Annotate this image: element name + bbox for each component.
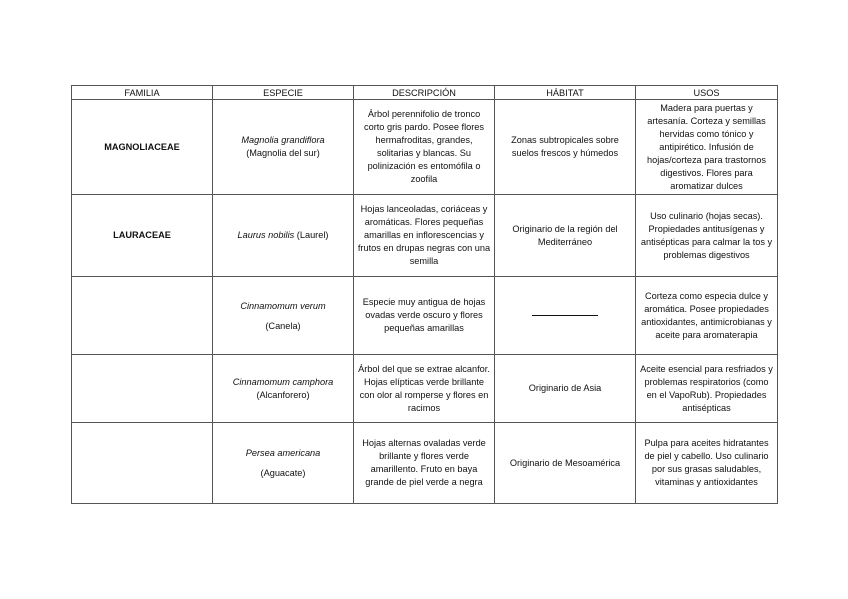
descripcion-cell: Árbol perennifolio de tronco corto gris pardo. Posee flores hermafroditas, grandes, solitarias y blancas. Su polinización es entomófila o zoofila bbox=[354, 100, 495, 195]
especie-cientifica: Laurus nobilis bbox=[237, 230, 295, 240]
especie-cell bbox=[213, 277, 354, 355]
usos-cell: Corteza como especia dulce y aromática. Posee propiedades antioxidantes, antimicrobianas y aceite para aromaterapia bbox=[636, 277, 778, 355]
usos-cell: Uso culinario (hojas secas). Propiedades antitusígenas y antisépticas para calmar la tos y problemas digestivos bbox=[636, 195, 778, 277]
header-descripcion: DESCRIPCIÓN bbox=[354, 86, 495, 100]
usos-cell: Madera para puertas y artesanía. Corteza y semillas hervidas como tónico y antipirético. Infusión de hojas/corteza para trastornos digestivos. Flores para aromatizar dulces bbox=[636, 100, 778, 195]
especie-comun: (Canela) bbox=[265, 320, 301, 331]
habitat-cell: Originario de la región del Mediterráneo bbox=[495, 195, 636, 277]
especie-cientifica: Persea americana bbox=[245, 448, 321, 458]
plant-families-table bbox=[71, 85, 778, 504]
especie-comun: (Alcanforero) bbox=[256, 389, 310, 400]
usos-cell: Aceite esencial para resfriados y problemas respiratorios (como en el VapoRub). Propiedades antisépticas bbox=[636, 355, 778, 423]
habitat-cell: Originario de Mesoamérica bbox=[495, 423, 636, 504]
especie-comun: (Magnolia del sur) bbox=[246, 148, 320, 158]
especie-cell bbox=[213, 195, 354, 277]
habitat-cell bbox=[495, 277, 636, 355]
descripcion-cell: Hojas lanceoladas, coriáceas y aromáticas. Flores pequeñas amarillas en inflorescencias y frutos en drupas negras con una semilla bbox=[354, 195, 495, 277]
familia-cell: LAURACEAE bbox=[72, 195, 213, 277]
descripcion-cell: Especie muy antigua de hojas ovadas verde oscuro y flores pequeñas amarillas bbox=[354, 277, 495, 355]
habitat-blank-line bbox=[532, 315, 598, 316]
especie-cientifica: Magnolia grandiflora bbox=[241, 135, 325, 145]
header-familia: FAMILIA bbox=[72, 86, 213, 100]
header-usos: USOS bbox=[636, 86, 778, 100]
familia-cell bbox=[72, 423, 213, 504]
habitat-cell: Originario de Asia bbox=[495, 355, 636, 423]
especie-cell bbox=[213, 100, 354, 195]
table-row bbox=[72, 355, 778, 423]
header-habitat: HÁBITAT bbox=[495, 86, 636, 100]
especie-cell bbox=[213, 355, 354, 423]
table-row bbox=[72, 100, 778, 195]
especie-cientifica: Cinnamomum verum bbox=[240, 300, 326, 311]
usos-cell: Pulpa para aceites hidratantes de piel y cabello. Uso culinario por sus grasas saludables, vitaminas y antioxidantes bbox=[636, 423, 778, 504]
table-row bbox=[72, 195, 778, 277]
table-row bbox=[72, 277, 778, 355]
descripcion-cell: Árbol del que se extrae alcanfor. Hojas elípticas verde brillante con olor al romperse y flores en racimos bbox=[354, 355, 495, 423]
especie-comun: (Laurel) bbox=[296, 230, 329, 240]
familia-cell: MAGNOLIACEAE bbox=[72, 100, 213, 195]
especie-comun: (Aguacate) bbox=[260, 468, 306, 478]
habitat-cell: Zonas subtropicales sobre suelos frescos y húmedos bbox=[495, 100, 636, 195]
table-row bbox=[72, 423, 778, 504]
header-especie: ESPECIE bbox=[213, 86, 354, 100]
familia-cell bbox=[72, 277, 213, 355]
especie-cientifica: Cinnamomum camphora bbox=[232, 376, 334, 387]
table-header-row bbox=[72, 86, 778, 100]
familia-cell bbox=[72, 355, 213, 423]
descripcion-cell: Hojas alternas ovaladas verde brillante y flores verde amarillento. Fruto en baya grande de piel verde a negra bbox=[354, 423, 495, 504]
especie-cell bbox=[213, 423, 354, 504]
